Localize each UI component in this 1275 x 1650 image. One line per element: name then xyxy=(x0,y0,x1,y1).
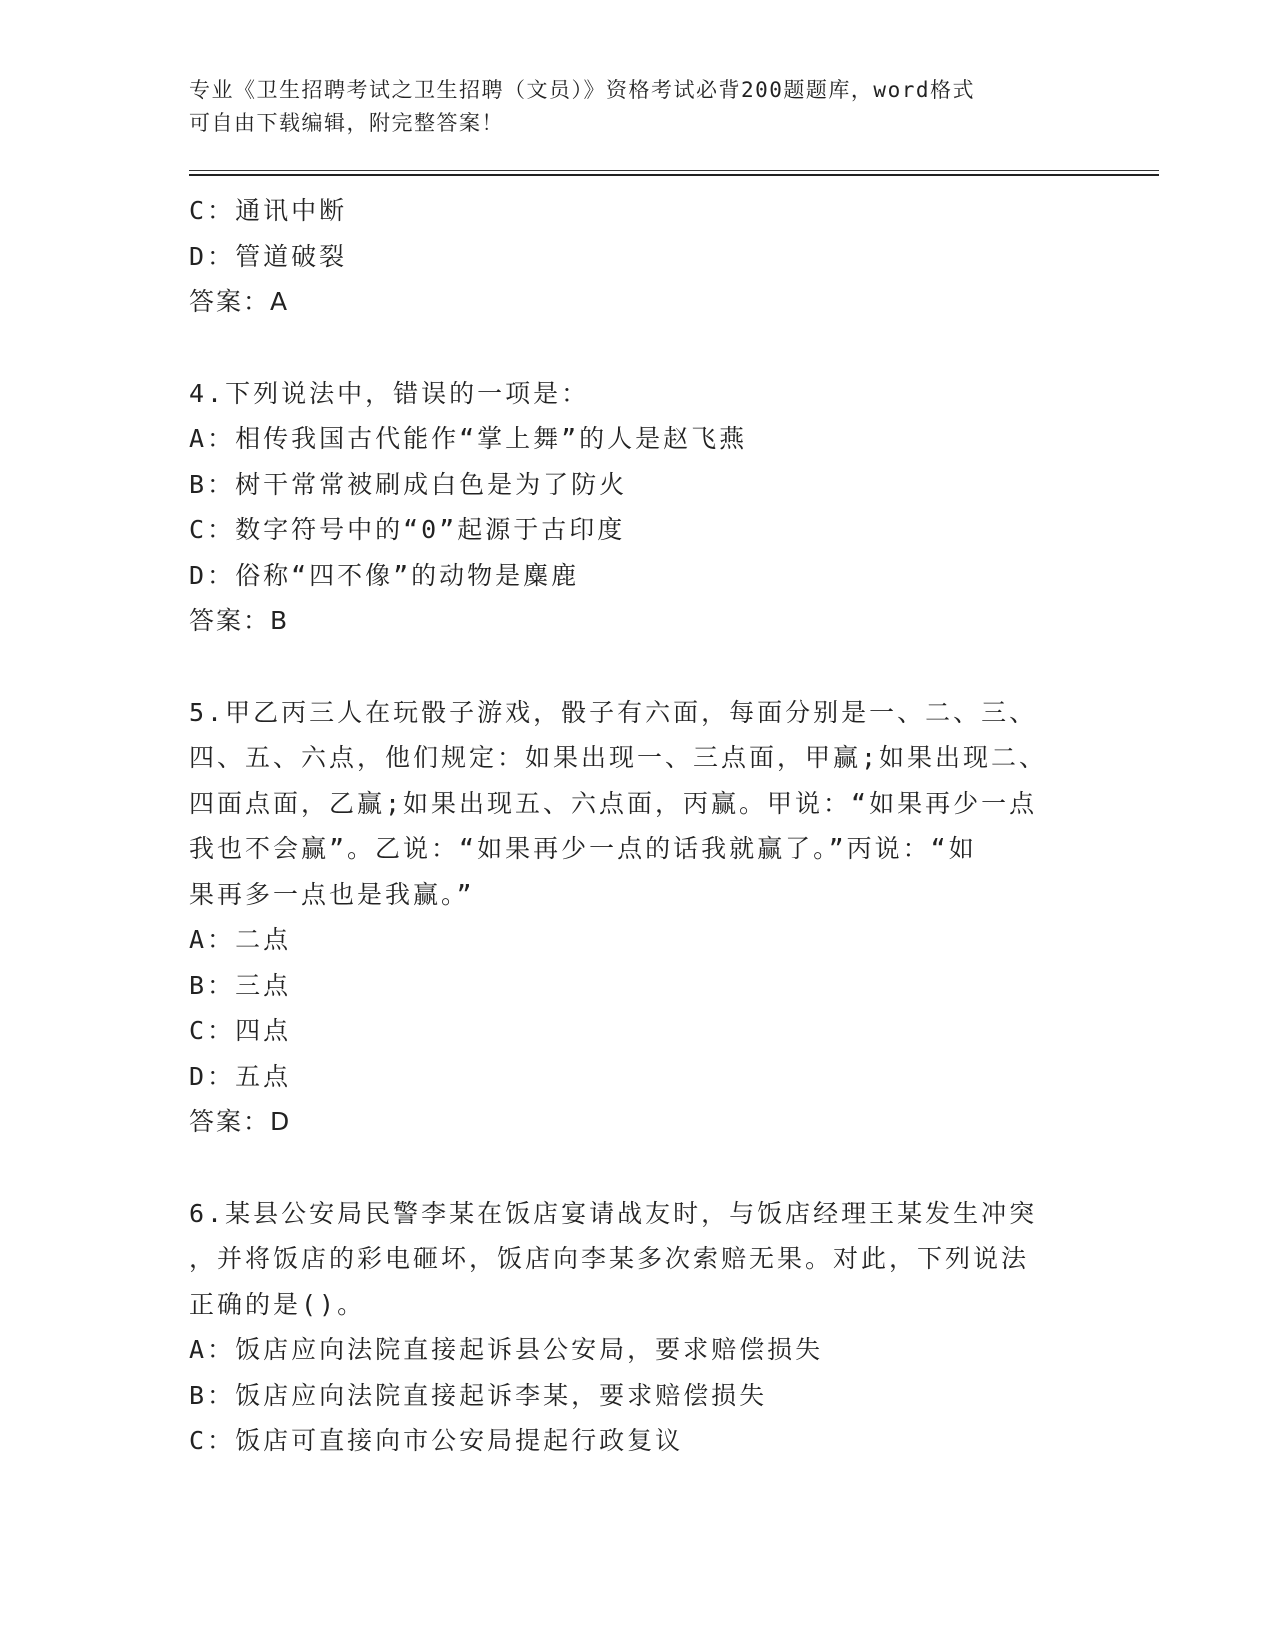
question-stem-line: 四、五、六点，他们规定：如果出现一、三点面，甲赢;如果出现二、 xyxy=(189,743,1048,772)
header-divider-thick xyxy=(189,174,1159,176)
document-header xyxy=(189,74,1069,140)
option-text: 四点 xyxy=(235,1016,292,1045)
question-stem-line: 6.某县公安局民警李某在饭店宴请战友时，与饭店经理王某发生冲突 xyxy=(189,1198,1038,1228)
option-text: 饭店应向法院直接起诉李某，要求赔偿损失 xyxy=(235,1380,768,1410)
option-c xyxy=(189,188,1089,234)
answer-line: 答案：D xyxy=(189,1107,292,1136)
question-stem-line: 正确的是()。 xyxy=(189,1289,366,1319)
option-label: D： xyxy=(189,241,236,271)
option-text: 管道破裂 xyxy=(235,241,348,271)
option-label: C： xyxy=(189,1016,236,1045)
option-label: C： xyxy=(189,515,236,544)
option-text: 通讯中断 xyxy=(235,196,348,225)
option-text: 三点 xyxy=(235,970,292,1000)
option-label: B： xyxy=(189,970,236,1000)
question-5 xyxy=(189,690,1089,1145)
option-b xyxy=(189,963,1089,1009)
header-divider-thin xyxy=(189,170,1159,171)
option-d xyxy=(189,1054,1089,1100)
option-text: 二点 xyxy=(235,925,292,954)
option-label: B： xyxy=(189,469,236,499)
question-stem-line: 5.甲乙丙三人在玩骰子游戏，骰子有六面，每面分别是一、二、三、 xyxy=(189,697,1038,727)
option-text: 数字符号中的“0”起源于古印度 xyxy=(235,515,626,544)
question-4 xyxy=(189,371,1089,644)
answer-line: 答案：B xyxy=(189,606,290,635)
option-label: B： xyxy=(189,1380,236,1410)
option-d xyxy=(189,234,1089,280)
option-label: D： xyxy=(189,1061,236,1091)
spacer xyxy=(189,644,1089,690)
option-text: 俗称“四不像”的动物是麋鹿 xyxy=(235,560,580,590)
question-stem-line: 果再多一点也是我赢。” xyxy=(189,879,475,909)
option-label: D： xyxy=(189,560,236,590)
question-stem-line: 四面点面，乙赢;如果出现五、六点面，丙赢。甲说：“如果再少一点 xyxy=(189,788,1038,818)
option-d xyxy=(189,553,1089,599)
option-label: A： xyxy=(189,1335,236,1364)
option-label: C： xyxy=(189,1426,236,1455)
option-a xyxy=(189,416,1089,462)
option-c xyxy=(189,1418,1089,1464)
option-label: A： xyxy=(189,424,236,453)
header-line-1: 专业《卫生招聘考试之卫生招聘（文员）》资格考试必背200题题库，word格式 xyxy=(189,78,975,102)
option-text: 饭店可直接向市公安局提起行政复议 xyxy=(235,1426,684,1455)
spacer xyxy=(189,1145,1089,1191)
question-6 xyxy=(189,1191,1089,1464)
option-text: 相传我国古代能作“掌上舞”的人是赵飞燕 xyxy=(235,424,748,453)
option-text: 五点 xyxy=(235,1061,292,1091)
option-text: 树干常常被刷成白色是为了防火 xyxy=(235,469,628,499)
option-a xyxy=(189,1327,1089,1373)
answer-line: 答案：A xyxy=(189,287,290,316)
question-stem-line: 我也不会赢”。乙说：“如果再少一点的话我就赢了。”丙说：“如 xyxy=(189,834,977,863)
option-c xyxy=(189,1008,1089,1054)
question-stem: 4.下列说法中，错误的一项是： xyxy=(189,378,590,408)
header-line-2: 可自由下载编辑，附完整答案！ xyxy=(189,111,504,135)
option-c xyxy=(189,507,1089,553)
option-b xyxy=(189,462,1089,508)
question-list xyxy=(189,188,1089,1464)
option-label: C： xyxy=(189,196,236,225)
option-b xyxy=(189,1373,1089,1419)
question-stem-line: ，并将饭店的彩电砸坏，饭店向李某多次索赔无果。对此，下列说法 xyxy=(189,1244,1030,1273)
option-a xyxy=(189,917,1089,963)
option-label: A： xyxy=(189,925,236,954)
option-text: 饭店应向法院直接起诉县公安局，要求赔偿损失 xyxy=(235,1335,824,1364)
spacer xyxy=(189,325,1089,371)
question-prev xyxy=(189,188,1089,325)
